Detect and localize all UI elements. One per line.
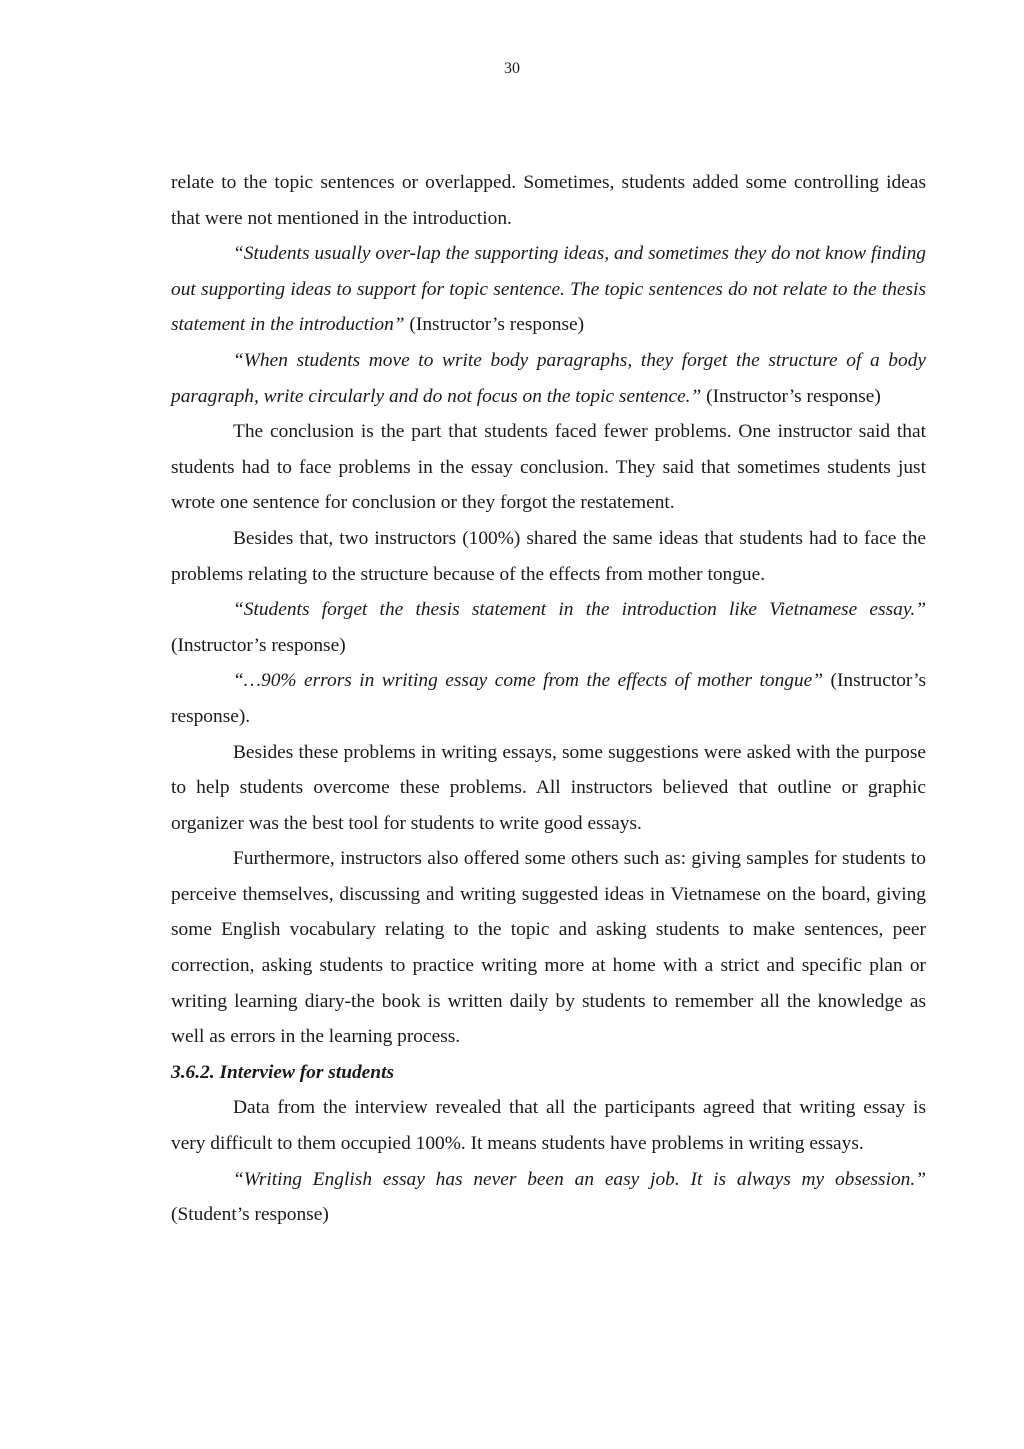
quote-source: (Instructor’s response) (701, 385, 881, 407)
paragraph: Data from the interview revealed that all the participants agreed that writing essay is very difficult to them occupied 100%. It means students have problems in writing essays. (171, 1097, 926, 1155)
student-quote: “Writing English essay has never been an easy job. It is always my obsession.” (233, 1168, 926, 1190)
instructor-quote: “Students usually over-lap the supporting ideas, and sometimes they do not know finding out supporting ideas to support for topic sentence. The topic sentences do not relate to the thesis statement in the introduction” (171, 243, 926, 336)
quote-source: (Student’s response) (171, 1204, 329, 1226)
quote-source: (Instructor’s response) (171, 634, 346, 656)
instructor-quote: “When students move to write body paragraphs, they forget the structure of a body paragraph, write circularly and do not focus on the topic sentence.” (171, 349, 926, 407)
quote-source: (Instructor’s response) (404, 314, 585, 336)
quote-paragraph (171, 236, 926, 343)
paragraph: relate to the topic sentences or overlapped. Sometimes, students added some controlling ideas that were not mentioned in the introduction. (171, 172, 926, 229)
quote-paragraph (171, 592, 926, 663)
section-heading: 3.6.2. Interview for students (171, 1061, 395, 1083)
paragraph: Besides these problems in writing essays, some suggestions were asked with the purpose to help students overcome these problems. All instructors believed that outline or graphic organizer was the best tool for students to write good essays. (171, 741, 926, 834)
quote-paragraph (171, 343, 926, 414)
body-text (171, 165, 926, 1233)
paragraph: Besides that, two instructors (100%) shared the same ideas that students had to face the problems relating to the structure because of the effects from mother tongue. (171, 527, 926, 585)
paragraph: Furthermore, instructors also offered some others such as: giving samples for students to perceive themselves, discussing and writing suggested ideas in Vietnamese on the board, giving some English vocabulary relating to the topic and asking students to make sentences, peer correction, asking students to practice writing more at home with a strict and specific plan or writing learning diary-the book is written daily by students to remember all the knowledge as well as errors in the learning process. (171, 848, 926, 1048)
instructor-quote: “…90% errors in writing essay come from the effects of mother tongue” (233, 670, 824, 692)
quote-paragraph (171, 663, 926, 734)
paragraph: The conclusion is the part that students faced fewer problems. One instructor said that students had to face problems in the essay conclusion. They said that sometimes students just wrote one sentence for conclusion or they forgot the restatement. (171, 421, 926, 514)
quote-paragraph (171, 1162, 926, 1233)
page-number: 30 (504, 60, 520, 77)
instructor-quote: “Students forget the thesis statement in the introduction like Vietnamese essay.” (233, 599, 926, 621)
quote-source: (Instructor’s response). (171, 670, 927, 727)
